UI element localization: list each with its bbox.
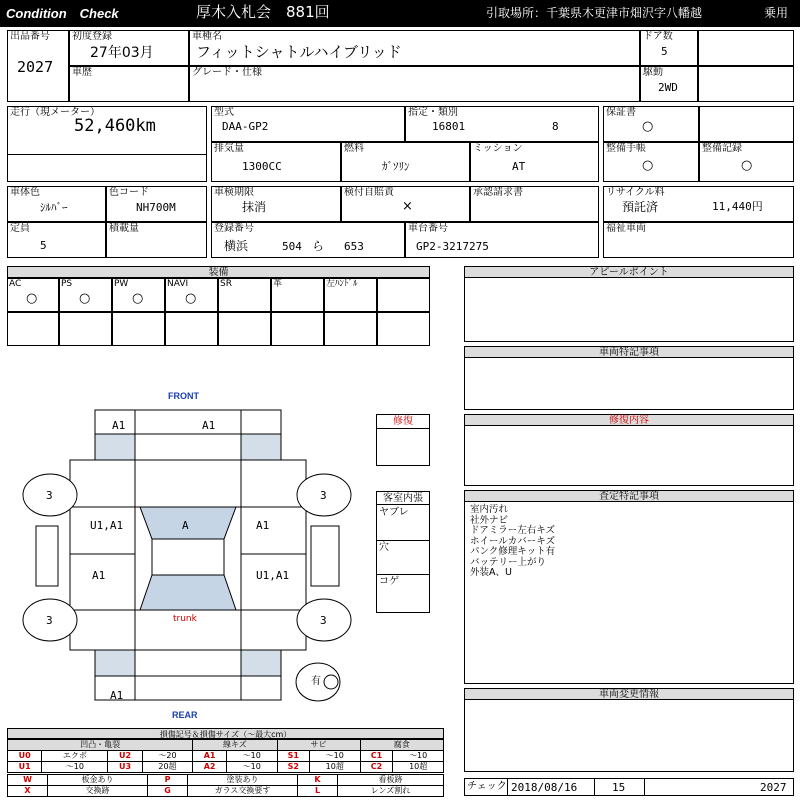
recycle-label: リサイクル料 [606,187,665,198]
model-label: 型式 [214,107,234,118]
check-divider-3 [644,778,645,796]
inspection-value: 抹消 [242,200,267,214]
legend-code: U0 [8,751,42,762]
vehicle-name: フィットシャトルハイブリッド [196,43,402,61]
hood [135,434,241,460]
front-fender-right-blue [241,434,281,460]
check-num: 15 [612,781,626,794]
assessment-notes [470,505,555,579]
name-label: 車種名 [192,31,222,42]
repair-title: 修復内容 [465,415,793,426]
legend-desc: ～10 [226,751,277,762]
legend-desc: 板金あり [48,775,148,786]
first-reg-value: 27年03月 [90,45,154,61]
left-front-fender [70,460,135,507]
legend-code: C1 [360,751,393,762]
history-label: 車歴 [72,67,92,78]
check-divider-2 [594,778,595,796]
equip-cell-blank-5 [165,312,218,346]
equip-label-pw: PW [114,279,129,289]
withholding-value: × [402,199,413,214]
legend-code: G [148,786,188,797]
equip-cell-blank-2 [7,312,59,346]
legend-group: 腐食 [360,740,443,751]
legend-desc: 20超 [142,762,193,773]
legend-code: A1 [193,751,227,762]
vehicle-use: 乗用 [764,6,789,20]
interior-row-hole: 穴 [379,542,389,553]
color-label: 車体色 [10,187,40,198]
mark-hood-right: A1 [202,419,216,432]
mileage-label: 走行（現メーター） [10,107,100,118]
equip-cell-blank-6 [218,312,271,346]
blank-cell-mid [698,66,794,102]
rear-bumper-right [241,676,281,700]
lot-number: 2027 [17,58,54,76]
legend-code: L [298,786,338,797]
capacity-label: 定員 [10,223,30,234]
frame-label: 車台番号 [408,223,448,234]
equip-cell-blank-8 [324,312,377,346]
mark-left-front-door: U1,A1 [90,519,124,532]
legend-footer-table [7,774,444,797]
equip-mark-ps: ○ [79,291,91,306]
legend-desc: ～10 [42,762,108,773]
right-rear-quarter [241,610,306,650]
plate-label: 登録番号 [214,223,254,234]
legend-code: X [8,786,48,797]
assessment-line: 社外ナビ [470,514,509,526]
mark-hood-left: A1 [112,419,126,432]
equip-mark-pw: ○ [132,291,144,306]
legend-desc: ～20 [142,751,193,762]
change-panel [464,688,794,772]
equip-cell-blank-9 [377,312,430,346]
mileage-value: 52,460km [74,116,156,136]
drive-label: 駆動 [643,67,663,78]
inspection-label: 車検期限 [214,187,254,198]
repair-box-title: 修復 [377,415,429,429]
mark-rear-left-wheel: 3 [46,614,53,627]
legend-desc: 看板跡 [338,775,444,786]
interior-row-burn: コゲ [379,576,399,587]
equip-label-navi: NAVI [167,279,189,289]
category-value: 8 [552,120,559,133]
left-rear-door [70,554,135,610]
designation-label: 指定・類別 [408,107,458,118]
legend-desc: 塗装あり [188,775,298,786]
displacement-label: 排気量 [214,143,244,154]
manual-label: 整備手帳 [606,143,646,154]
doors-label: ドア数 [643,31,673,42]
drive-value: 2WD [658,81,678,94]
colorcode-value: NH700M [136,201,176,214]
fuel-label: 燃料 [344,143,364,154]
equip-cell-blank-1 [377,278,430,312]
frame-value: GP2-3217275 [416,240,489,253]
auction-title: 厚木入札会 881回 [196,3,330,21]
withholding-label: 検付自賠責 [344,187,394,198]
rear-window [140,575,236,610]
assessment-line: バッテリー上がり [470,556,547,568]
interior-box-title: 客室内張 [377,492,429,505]
legend-code: W [8,775,48,786]
legend-desc: エクボ [42,751,108,762]
legend-desc: ～10 [226,762,277,773]
legend-group: サビ [277,740,360,751]
check-lot: 2027 [760,781,787,794]
mark-right-front-door: A1 [256,519,270,532]
mark-rear-right-wheel: 3 [320,614,327,627]
legend-code: U3 [108,762,142,773]
assessment-line: 室内汚れ [470,504,509,515]
right-front-fender [241,460,306,507]
warranty-label: 保証書 [606,107,636,118]
displacement-value: 1300CC [242,160,282,173]
legend-group: 凹凸・亀裂 [8,740,193,751]
equipment-grid [7,278,430,346]
right-front-door [241,507,306,554]
check-divider-1 [507,778,508,796]
right-mirror [311,526,339,586]
equip-cell-blank-3 [59,312,112,346]
legend-code: S1 [277,751,309,762]
color-value: ｼﾙﾊﾞｰ [40,201,68,214]
equip-label-ac: AC [9,279,22,289]
check-date: 2018/08/16 [511,781,578,794]
equip-label-ps: PS [61,279,73,289]
spare-label: 有 [311,676,321,687]
equip-cell-blank-7 [271,312,324,346]
legend-code: K [298,775,338,786]
rear-fender-left-blue [95,650,135,676]
mileage-divider [7,154,207,155]
legend-code: A2 [193,762,227,773]
roof [152,539,224,575]
legend-desc: ガラス交換要す [188,786,298,797]
colorcode-label: 色コード [109,187,149,198]
legend-group: 線キズ [193,740,277,751]
mark-roof: A [182,519,189,532]
legend-code: U2 [108,751,142,762]
legend-title: 損傷記号＆損傷サイズ（～最大cm） [7,728,444,739]
plate-area: 横浜 [224,239,249,253]
plate-class: 504 [282,240,302,253]
assessment-title: 査定特記事項 [465,491,793,502]
legend-desc: ～10 [393,751,444,762]
recycle-status: 預託済 [622,200,659,214]
mark-rear-bumper: A1 [110,689,124,702]
equip-cell-blank-4 [112,312,165,346]
car-diagram [0,400,370,710]
equip-label-leather: 革 [273,279,283,289]
load-label: 積載量 [109,223,139,234]
interior-divider-1 [376,540,430,541]
equip-label-sr: SR [220,279,232,289]
trunk-label: trunk [173,614,197,624]
mark-front-left-wheel: 3 [46,489,53,502]
equip-mark-ac: ○ [26,291,38,306]
legend-desc: 10超 [309,762,360,773]
assessment-line: パンク修理キット有 [470,546,556,557]
legend-code: U1 [8,762,42,773]
spare-tire-hub [324,675,338,689]
record-mark: ○ [741,158,753,173]
front-label: FRONT [168,391,199,401]
mark-front-right-wheel: 3 [320,489,327,502]
equip-mark-navi: ○ [185,291,197,306]
approval-label: 承認請求書 [473,187,523,198]
legend-desc: 交換跡 [48,786,148,797]
legend-code: C2 [360,762,393,773]
doors-value: 5 [661,45,668,58]
plate-number: 653 [344,240,364,253]
manual-mark: ○ [642,158,654,173]
assessment-line: 外装A、U [470,567,512,578]
mission-value: AT [512,160,526,173]
welfare-label: 福祉車両 [606,223,646,234]
brand-title: Condition Check [6,6,119,21]
capacity-value: 5 [40,239,47,252]
blank-cell-top [698,30,794,66]
appeal-title: アピールポイント [465,267,793,278]
legend-desc: レンズ割れ [338,786,444,797]
legend-table [7,739,444,773]
recycle-fee: 11,440円 [712,200,763,213]
rear-label: REAR [172,710,198,720]
designation-value: 16801 [432,120,466,133]
pickup-location: 引取場所：千葉県木更津市畑沢字八幡越 [486,6,703,20]
front-bumper-center [135,410,241,434]
front-fender-left-blue [95,434,135,460]
first-reg-label: 初度登録 [72,31,112,42]
blank-cell-warranty [699,106,794,142]
mark-right-rear-door: U1,A1 [256,569,290,582]
change-title: 車両変更情報 [465,689,793,700]
rear-fender-right-blue [241,650,281,676]
special-title: 車両特記事項 [465,347,793,358]
rear-bumper-center [135,676,241,700]
equip-label-lhd: 左ﾊﾝﾄﾞﾙ [326,279,358,289]
interior-divider-2 [376,574,430,575]
lot-label: 出品番号 [10,31,50,42]
model-value: DAA-GP2 [222,120,269,133]
cowl [135,460,241,507]
mission-label: ミッション [473,143,523,154]
equipment-title: 装備 [8,267,429,278]
left-mirror [36,526,58,586]
grade-label: グレード・仕様 [192,67,262,78]
left-rear-quarter [70,610,135,650]
legend-desc: ～10 [309,751,360,762]
legend-code: P [148,775,188,786]
check-label: チェック [467,781,507,792]
fuel-value: ｶﾞｿﾘﾝ [382,160,410,173]
warranty-mark: ○ [642,119,654,134]
interior-row-tear: ヤブレ [379,507,409,518]
record-label: 整備記録 [702,143,742,154]
legend-desc: 10超 [393,762,444,773]
assessment-line: ドアミラー左右キズ [470,525,556,536]
legend-code: S2 [277,762,309,773]
right-rear-door [241,554,306,610]
rear-panel [135,650,241,676]
front-bumper-right [241,410,281,434]
assessment-line: ホイールカバーキズ [470,535,556,547]
plate-kana: ら [312,239,325,253]
mark-left-rear-door: A1 [92,569,106,582]
